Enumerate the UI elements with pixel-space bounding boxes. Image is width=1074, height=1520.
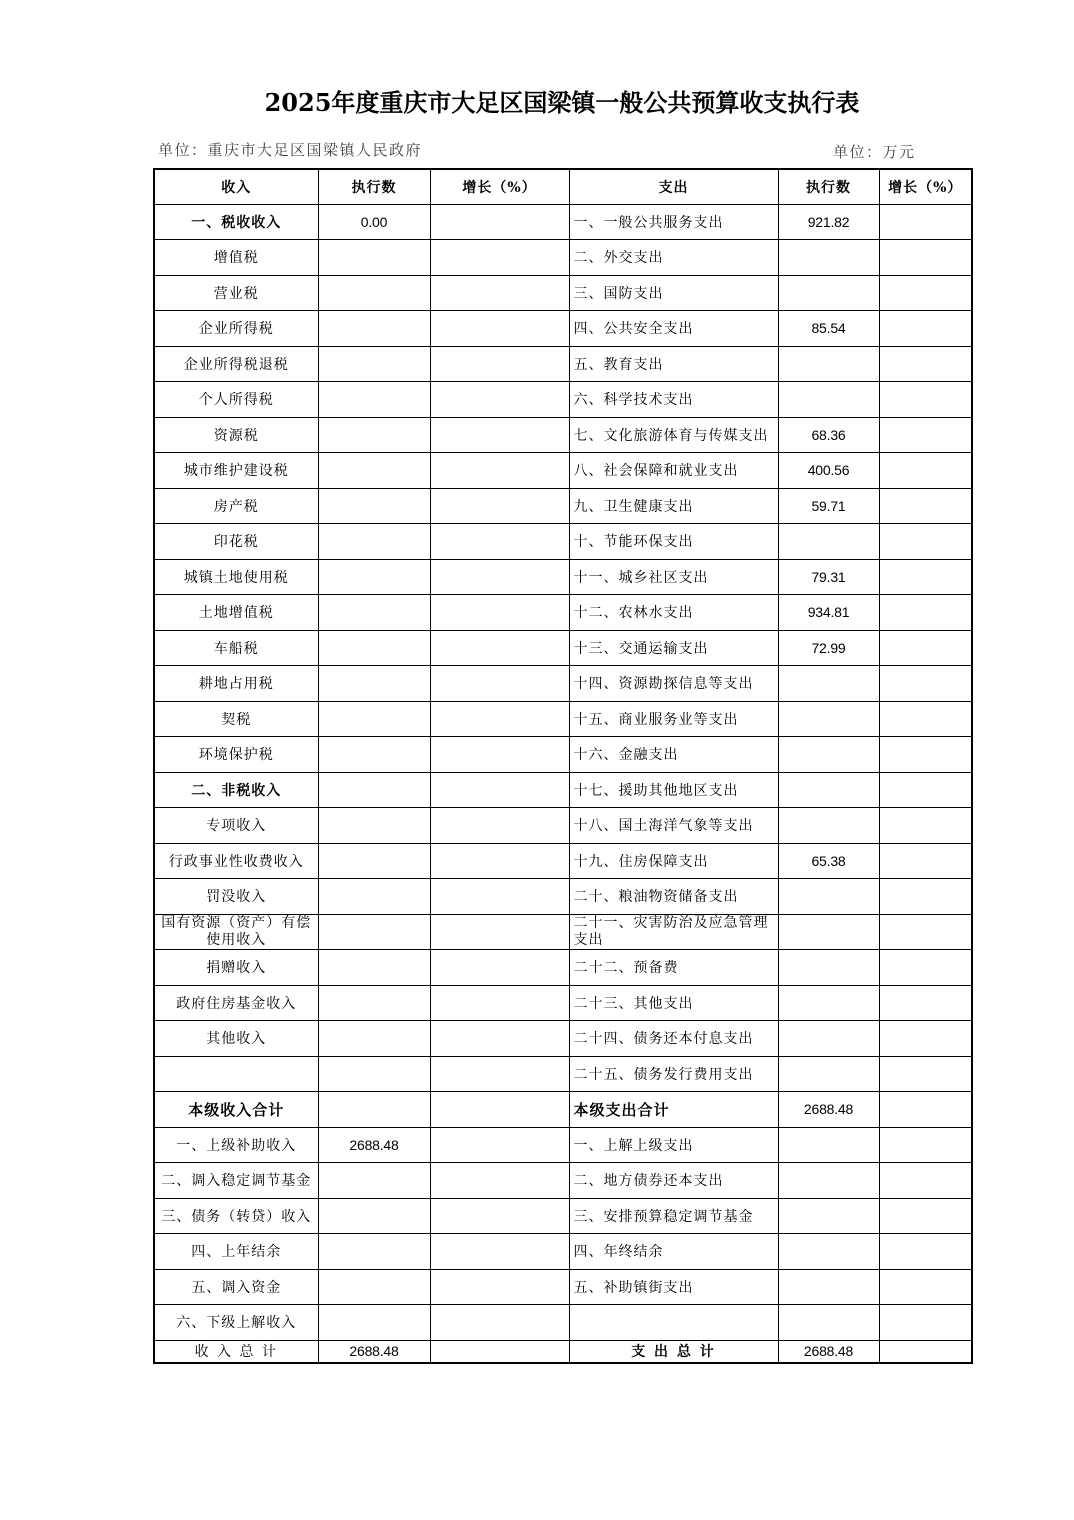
expense-amount — [778, 1305, 879, 1341]
budget-table — [153, 168, 973, 1364]
expense-item: 十九、住房保障支出 — [569, 843, 778, 879]
expense-amount — [778, 950, 879, 986]
expense-amount — [778, 737, 879, 773]
income-growth — [430, 275, 569, 311]
income-amount — [318, 1198, 430, 1234]
table-row — [154, 985, 972, 1021]
expense-growth — [879, 1163, 972, 1199]
income-growth — [430, 843, 569, 879]
expense-growth — [879, 1234, 972, 1270]
income-amount — [318, 595, 430, 631]
expense-item: 二十、粮油物资储备支出 — [569, 879, 778, 915]
income-item: 四、上年结余 — [154, 1234, 318, 1270]
income-item: 营业税 — [154, 275, 318, 311]
income-growth — [430, 772, 569, 808]
expense-item: 二十一、灾害防治及应急管理支出 — [569, 914, 778, 950]
income-item: 政府住房基金收入 — [154, 985, 318, 1021]
expense-growth — [879, 1269, 972, 1305]
income-amount — [318, 1163, 430, 1199]
income-growth — [430, 1234, 569, 1270]
expense-growth — [879, 524, 972, 560]
expense-amount: 85.54 — [778, 311, 879, 347]
income-amount — [318, 950, 430, 986]
income-item: 捐赠收入 — [154, 950, 318, 986]
expense-amount — [778, 1198, 879, 1234]
income-item: 企业所得税 — [154, 311, 318, 347]
income-amount — [318, 417, 430, 453]
table-row — [154, 1056, 972, 1092]
expense-total-label: 支 出 总 计 — [569, 1340, 778, 1363]
income-item: 印花税 — [154, 524, 318, 560]
income-growth — [430, 311, 569, 347]
income-growth — [430, 417, 569, 453]
expense-amount: 59.71 — [778, 488, 879, 524]
income-growth — [430, 524, 569, 560]
expense-item: 二、外交支出 — [569, 240, 778, 276]
expense-item: 十一、城乡社区支出 — [569, 559, 778, 595]
expense-item: 十四、资源勘探信息等支出 — [569, 666, 778, 702]
income-amount — [318, 879, 430, 915]
income-amount — [318, 985, 430, 1021]
expense-total-amount: 2688.48 — [778, 1340, 879, 1363]
expense-amount — [778, 808, 879, 844]
expense-growth — [879, 1305, 972, 1341]
expense-amount — [778, 1021, 879, 1057]
income-amount — [318, 275, 430, 311]
expense-item: 四、年终结余 — [569, 1234, 778, 1270]
income-item: 资源税 — [154, 417, 318, 453]
income-amount — [318, 311, 430, 347]
income-item: 二、非税收入 — [154, 772, 318, 808]
income-item: 城市维护建设税 — [154, 453, 318, 489]
income-item: 房产税 — [154, 488, 318, 524]
expense-amount — [778, 275, 879, 311]
income-amount — [318, 453, 430, 489]
expense-growth — [879, 1056, 972, 1092]
income-amount — [318, 346, 430, 382]
income-item: 个人所得税 — [154, 382, 318, 418]
expense-amount — [778, 772, 879, 808]
expense-amount: 79.31 — [778, 559, 879, 595]
expense-amount — [778, 914, 879, 950]
expense-item: 二十二、预备费 — [569, 950, 778, 986]
table-row — [154, 417, 972, 453]
table-row — [154, 666, 972, 702]
income-item: 其他收入 — [154, 1021, 318, 1057]
expense-item: 七、文化旅游体育与传媒支出 — [569, 417, 778, 453]
income-amount — [318, 1056, 430, 1092]
header-row — [154, 169, 972, 204]
income-subtotal-label: 本级收入合计 — [154, 1092, 318, 1128]
expense-subtotal-amount: 2688.48 — [778, 1092, 879, 1128]
expense-amount — [778, 1234, 879, 1270]
expense-growth — [879, 843, 972, 879]
income-amount — [318, 1234, 430, 1270]
income-item: 国有资源（资产）有偿使用收入 — [154, 914, 318, 950]
expense-amount — [778, 879, 879, 915]
income-item: 二、调入稳定调节基金 — [154, 1163, 318, 1199]
page-title: 2025年度重庆市大足区国梁镇一般公共预算收支执行表 — [264, 88, 860, 117]
income-growth — [430, 1163, 569, 1199]
income-item: 环境保护税 — [154, 737, 318, 773]
income-growth — [430, 1127, 569, 1163]
table-row — [154, 1198, 972, 1234]
expense-item: 五、补助镇街支出 — [569, 1269, 778, 1305]
subtotal-row — [154, 1092, 972, 1128]
expense-growth — [879, 595, 972, 631]
income-amount — [318, 1305, 430, 1341]
income-amount — [318, 488, 430, 524]
expense-amount: 72.99 — [778, 630, 879, 666]
income-amount — [318, 1269, 430, 1305]
income-growth — [430, 240, 569, 276]
income-growth — [430, 488, 569, 524]
expense-growth — [879, 559, 972, 595]
expense-growth — [879, 808, 972, 844]
income-amount — [318, 666, 430, 702]
header-expense: 支出 — [569, 169, 778, 204]
income-growth — [430, 559, 569, 595]
expense-item: 一、上解上级支出 — [569, 1127, 778, 1163]
expense-item: 三、国防支出 — [569, 275, 778, 311]
table-row — [154, 488, 972, 524]
header-expense-amount: 执行数 — [778, 169, 879, 204]
income-growth — [430, 808, 569, 844]
expense-growth — [879, 630, 972, 666]
table-row — [154, 630, 972, 666]
income-growth — [430, 950, 569, 986]
expense-amount — [778, 524, 879, 560]
income-item: 专项收入 — [154, 808, 318, 844]
expense-growth — [879, 1127, 972, 1163]
header-income: 收入 — [154, 169, 318, 204]
income-growth — [430, 1198, 569, 1234]
income-growth — [430, 701, 569, 737]
income-amount — [318, 630, 430, 666]
expense-growth — [879, 311, 972, 347]
table-row — [154, 879, 972, 915]
table-row — [154, 1269, 972, 1305]
income-amount — [318, 559, 430, 595]
income-growth — [430, 346, 569, 382]
expense-amount: 68.36 — [778, 417, 879, 453]
income-item: 耕地占用税 — [154, 666, 318, 702]
table-row — [154, 808, 972, 844]
income-growth — [430, 453, 569, 489]
expense-amount: 400.56 — [778, 453, 879, 489]
expense-growth — [879, 1092, 972, 1128]
expense-item: 十五、商业服务业等支出 — [569, 701, 778, 737]
table-row — [154, 275, 972, 311]
expense-item: 二十三、其他支出 — [569, 985, 778, 1021]
income-item — [154, 1056, 318, 1092]
table-row — [154, 950, 972, 986]
expense-item: 二十五、债务发行费用支出 — [569, 1056, 778, 1092]
table-row — [154, 1305, 972, 1341]
income-item: 增值税 — [154, 240, 318, 276]
table-row — [154, 346, 972, 382]
expense-item — [569, 1305, 778, 1341]
income-item: 企业所得税退税 — [154, 346, 318, 382]
income-amount: 0.00 — [318, 204, 430, 240]
expense-amount — [778, 1056, 879, 1092]
income-growth — [430, 382, 569, 418]
income-amount — [318, 1092, 430, 1128]
table-row — [154, 772, 972, 808]
income-growth — [430, 879, 569, 915]
expense-item: 十六、金融支出 — [569, 737, 778, 773]
expense-amount — [778, 1269, 879, 1305]
income-item: 车船税 — [154, 630, 318, 666]
unit-organization: 单位：重庆市大足区国梁镇人民政府 — [158, 141, 423, 159]
expense-growth — [879, 204, 972, 240]
table-row — [154, 240, 972, 276]
table-row — [154, 1234, 972, 1270]
table-row — [154, 559, 972, 595]
expense-item: 十八、国土海洋气象等支出 — [569, 808, 778, 844]
expense-item: 二十四、债务还本付息支出 — [569, 1021, 778, 1057]
expense-item: 十七、援助其他地区支出 — [569, 772, 778, 808]
expense-amount — [778, 346, 879, 382]
income-amount — [318, 701, 430, 737]
expense-growth — [879, 417, 972, 453]
table-row — [154, 311, 972, 347]
income-growth — [430, 666, 569, 702]
expense-growth — [879, 737, 972, 773]
header-income-growth: 增长（%） — [430, 169, 569, 204]
income-amount — [318, 772, 430, 808]
income-growth — [430, 1305, 569, 1341]
expense-item: 六、科学技术支出 — [569, 382, 778, 418]
header-income-amount: 执行数 — [318, 169, 430, 204]
expense-item: 九、卫生健康支出 — [569, 488, 778, 524]
expense-growth — [879, 1021, 972, 1057]
table-row — [154, 914, 972, 950]
income-item: 城镇土地使用税 — [154, 559, 318, 595]
unit-currency: 单位：万元 — [833, 143, 916, 161]
table-row — [154, 595, 972, 631]
income-growth — [430, 595, 569, 631]
income-amount — [318, 808, 430, 844]
expense-item: 十二、农林水支出 — [569, 595, 778, 631]
expense-growth — [879, 950, 972, 986]
expense-subtotal-label: 本级支出合计 — [569, 1092, 778, 1128]
expense-amount: 934.81 — [778, 595, 879, 631]
expense-amount — [778, 985, 879, 1021]
income-item: 契税 — [154, 701, 318, 737]
table-row — [154, 382, 972, 418]
expense-growth — [879, 346, 972, 382]
expense-item: 二、地方债券还本支出 — [569, 1163, 778, 1199]
expense-amount — [778, 1163, 879, 1199]
expense-amount — [778, 666, 879, 702]
expense-item: 五、教育支出 — [569, 346, 778, 382]
expense-growth — [879, 985, 972, 1021]
expense-growth — [879, 914, 972, 950]
expense-item: 一、一般公共服务支出 — [569, 204, 778, 240]
income-item: 一、上级补助收入 — [154, 1127, 318, 1163]
income-growth — [430, 985, 569, 1021]
expense-growth — [879, 1340, 972, 1363]
expense-growth — [879, 488, 972, 524]
expense-growth — [879, 1198, 972, 1234]
income-item: 三、债务（转贷）收入 — [154, 1198, 318, 1234]
income-item: 行政事业性收费收入 — [154, 843, 318, 879]
expense-growth — [879, 666, 972, 702]
table-row — [154, 1021, 972, 1057]
expense-growth — [879, 453, 972, 489]
header-expense-growth: 增长（%） — [879, 169, 972, 204]
expense-item: 十三、交通运输支出 — [569, 630, 778, 666]
income-amount — [318, 737, 430, 773]
income-total-label: 收 入 总 计 — [154, 1340, 318, 1363]
income-growth — [430, 1340, 569, 1363]
income-growth — [430, 1021, 569, 1057]
table-row — [154, 453, 972, 489]
income-growth — [430, 204, 569, 240]
income-item: 罚没收入 — [154, 879, 318, 915]
expense-growth — [879, 275, 972, 311]
expense-growth — [879, 240, 972, 276]
income-growth — [430, 1092, 569, 1128]
expense-amount — [778, 1127, 879, 1163]
income-amount — [318, 843, 430, 879]
expense-growth — [879, 701, 972, 737]
income-amount — [318, 240, 430, 276]
grand-total-row — [154, 1340, 972, 1363]
expense-amount — [778, 240, 879, 276]
expense-item: 八、社会保障和就业支出 — [569, 453, 778, 489]
income-growth — [430, 1056, 569, 1092]
expense-amount — [778, 382, 879, 418]
table-row — [154, 701, 972, 737]
income-growth — [430, 914, 569, 950]
table-row — [154, 843, 972, 879]
income-growth — [430, 737, 569, 773]
income-growth — [430, 1269, 569, 1305]
expense-item: 四、公共安全支出 — [569, 311, 778, 347]
expense-amount: 65.38 — [778, 843, 879, 879]
income-amount — [318, 1021, 430, 1057]
income-growth — [430, 630, 569, 666]
income-amount: 2688.48 — [318, 1127, 430, 1163]
table-row — [154, 524, 972, 560]
income-total-amount: 2688.48 — [318, 1340, 430, 1363]
table-row — [154, 1127, 972, 1163]
expense-item: 三、安排预算稳定调节基金 — [569, 1198, 778, 1234]
table-row — [154, 204, 972, 240]
income-item: 土地增值税 — [154, 595, 318, 631]
expense-growth — [879, 382, 972, 418]
expense-item: 十、节能环保支出 — [569, 524, 778, 560]
income-item: 五、调入资金 — [154, 1269, 318, 1305]
expense-growth — [879, 772, 972, 808]
income-amount — [318, 524, 430, 560]
expense-growth — [879, 879, 972, 915]
income-amount — [318, 382, 430, 418]
income-amount — [318, 914, 430, 950]
table-row — [154, 737, 972, 773]
expense-amount: 921.82 — [778, 204, 879, 240]
income-item: 一、税收收入 — [154, 204, 318, 240]
expense-amount — [778, 701, 879, 737]
table-row — [154, 1163, 972, 1199]
income-item: 六、下级上解收入 — [154, 1305, 318, 1341]
